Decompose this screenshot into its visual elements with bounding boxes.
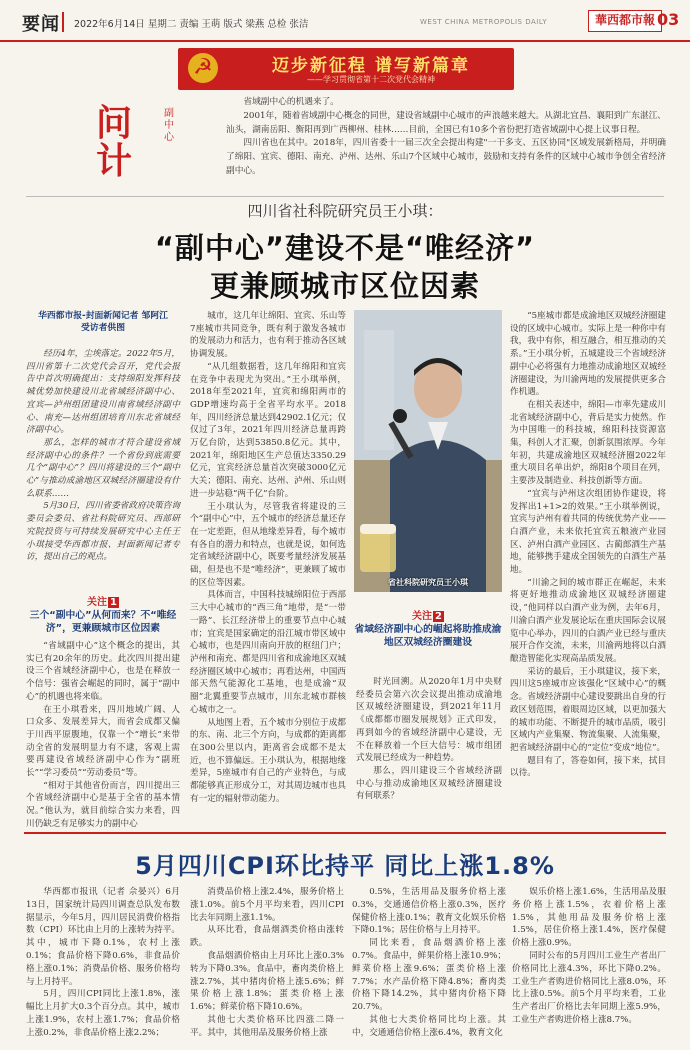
column-4-body [510, 310, 666, 780]
issue-meta: 2022年6月14日 星期二 责编 王萌 版式 梁燕 总检 张洁 [74, 19, 309, 30]
intro-paragraph: 四川省也在其中。2018年，四川省委十一届三次全会提出构建"一干多支、五区协同"区域发展新格局，并明确了绵阳、宜宾、德阳、南充、泸州、达州、乐山7个区域中心城市，鼓励和支持有条件的区域中心城市争创全省经济副中心。 [226, 138, 666, 176]
body-paragraph: “从几组数据看，这几年绵阳和宜宾在竞争中表现尤为突出。”王小琪举例，2018年至2021年，宜宾和绵阳两市的GDP增速均高于全省平均水平。2018年，四川经济总量达到42902.1亿元；仅仅过了3年，2021年四川经济总量再跨万亿台阶，达到53850.8亿元。其中，2021年，绵阳地区生产总值达3350.29亿元，宜宾经济总量首次突破3000亿元大关；德阳、南充、达州、泸州、乐山则进一步站稳“两千亿”台阶。 [190, 361, 346, 499]
body-paragraph: 食品烟酒价格由上月环比上涨0.3%转为下降0.3%。食品中，畜肉类价格上涨2.7%，其中猪肉价格上涨5.6%；鲜果价格上涨1.8%；蛋类价格上涨1.6%；鲜菜价格下降10.6%。 [190, 950, 344, 1013]
body-paragraph: 在王小琪看来，四川地域广阔、人口众多、发展差异大，而省会成都又偏于川西平原腹地，仅靠一个“增长”来带动全省的发展明显力有不逮，客观上需要再建设省域经济副中心作为“副班长”“学习委员”“劳动委员”等。 [26, 704, 180, 779]
body-paragraph: 从地图上看，五个城市分别位于成都的东、南、北三个方向，与成都的距离都在300公里以内，距离省会成都不是太近，也不算偏远。王小琪认为，根据地缘差异，5座城市有自己的产业特色，与成都能够真正形成分工，对其周边城市也具有一定的辐射带动能力。 [190, 717, 346, 804]
body-paragraph: 华西都市报讯（记者 佘晏兴）6月13日，国家统计局四川调查总队发布数据显示，今年5月，四川居民消费价格指数（CPI）环比由上月的上涨转为持平。其中，城市下降0.1%，农村上涨0.1%；食品价格下降0.6%，非食品价格上涨0.1%；消费品价格、服务价格均与上月持平。 [26, 887, 180, 987]
subhead-2 [354, 604, 502, 649]
portrait-illustration [354, 310, 502, 592]
page-header [0, 0, 690, 42]
newspaper-logo: 華西都市報 [588, 10, 662, 32]
lead-paragraph: 经历4年，尘埃落定。2022年5月，四川省第十二次党代会召开，党代会报告中首次明确提出：支持绵阳发挥科技城优势加快建设川北省域经济副中心、宜宾—泸州组团建设川南省域经济副中心、南充—达州组团培育川东北省域经济副中心。 [26, 349, 180, 436]
body-paragraph: 题目有了，答卷如何，接下来，拭目以待。 [510, 755, 666, 779]
column-tag-sub: 副中心 [164, 108, 174, 143]
lead-paragraph: 5月30日，四川省委省政府决策咨询委员会委员、省社科院研究员、西部研究院投资与可持续发展研究中心主任王小琪接受华西都市报、封面新闻记者专访，提出自己的观点。 [26, 501, 180, 563]
body-paragraph: 从环比看，食品烟酒类价格由涨转跌。 [190, 925, 344, 949]
article-lead [26, 348, 180, 564]
focus-label: 关注 2 [412, 611, 442, 622]
divider [26, 196, 664, 197]
body-paragraph: 0.5%，生活用品及服务价格上涨0.3%，交通通信价格上涨0.3%，医疗保健价格上涨0.1%；教育文化娱乐价格下降0.1%；居住价格与上月持平。 [352, 887, 506, 936]
section-divider [24, 832, 666, 834]
body-paragraph: 同比来看，食品烟酒价格上涨0.7%。食品中，鲜果价格上涨10.9%；鲜菜价格上涨9.6%；蛋类价格上涨7.7%；水产品价格下降4.8%；畜肉类价格下降14.2%，其中猪肉价格下降20.7%。 [352, 938, 506, 1013]
column-3-body [356, 676, 502, 803]
body-paragraph: 城市，这几年让绵阳、宜宾、乐山等7座城市共同竞争，既有利于激发各城市的发展动力和活力，也有利于推动各区域协调发展。 [190, 311, 346, 360]
cpi-column-3 [352, 886, 506, 1040]
body-paragraph: 采访的最后，王小琪建议，接下来，四川这5座城市应该强化“区域中心”的概念。省域经济副中心建设要跳出自身的行政区划范围，着眼周边区域，以更加强大的城市功能、不断提升的城市品质，吸引区域内产业集聚、物流集聚、人流集聚，把省域经济副中心的“定位”变成“地位”。 [510, 666, 666, 753]
body-paragraph: 其他七大类价格环比四涨二降一平。其中，其他用品及服务价格上涨 [190, 1014, 344, 1038]
section-label: 要闻 [22, 14, 60, 35]
intro-paragraph: 2001年，随着省域副中心概念的同世，建设省域副中心城市的声浪越来越大。从湖北宜昌、襄阳到广东湛江、汕头，湖南岳阳、衡阳再到广西柳州、桂林……目前，全国已有10多个省份把打造省域副中心提上议事日程。 [226, 110, 666, 135]
body-paragraph: 同时公布的5月四川工业生产者出厂价格同比上涨4.3%，环比下降0.2%。工业生产者购进价格同比上涨8.0%，环比上涨0.5%。前5个月平均来看，工业生产者出厂价格比去年同期上涨5.9%，工业生产者购进价格上涨8.7%。 [512, 950, 666, 1025]
brand-english: WEST CHINA METROPOLIS DAILY [420, 18, 548, 26]
header-divider [62, 12, 64, 32]
body-paragraph: 时光回溯。从2020年1月中央财经委员会第六次会议提出推动成渝地区双城经济圈建设，到2021年11月《成都都市圈发展规划》正式印发，再到如今的省域经济副中心建设，无不在释放着一个巨大信号：城市组团式发展已经成为一种趋势。 [356, 677, 502, 764]
party-emblem-icon: ☭ [188, 53, 218, 83]
page-number: 03 [657, 10, 680, 29]
column-tag: 问计 [96, 102, 133, 182]
banner-subtitle: ——学习贯彻省第十二次党代会精神 [307, 75, 435, 84]
body-paragraph: 消费品价格上涨2.4%，服务价格上涨1.0%。前5个月平均来看，四川CPI比去年同期上涨1.1%。 [190, 887, 344, 923]
body-paragraph: 在相关表述中，绵阳—市率先建成川北省域经济副中心，背后是实力使然。作为中国唯一的科技城，绵阳科技资源富集，科创人才汇聚，创新氛围浓厚。今年年初，共建成渝地区双城经济圈2022年重大项目名单出炉，绵阳8个项目在列，主要涉及制造业、科技创新等方面。 [510, 399, 666, 487]
body-paragraph: “省域副中心”这个概念的提出，其实已有20余年的历史。此次四川提出建设三个省域经济副中心，也是在释放一个信号：强省会崛起的同时，属于“副中心”的机遇也将来临。 [26, 641, 180, 702]
article-kicker: 四川省社科院研究员王小琪： [247, 202, 443, 220]
lead-paragraph: 那么，怎样的城市才符合建设省域经济副中心的条件？一个省份到底需要几个“副中心”？四川将建设的三个“副中心”与推动成渝地区双城经济圈建设有什么联系…… [26, 437, 180, 499]
subhead-1 [24, 590, 182, 635]
cpi-column-1 [26, 886, 180, 1040]
subhead-title: 省域经济副中心的崛起将助推成渝地区双城经济圈建设 [354, 624, 502, 648]
byline: 华西都市报-封面新闻记者 邹阿江 受访者供图 [38, 311, 168, 333]
intro-paragraph: 省域副中心的机遇来了。 [243, 97, 339, 107]
intro-text [226, 96, 666, 179]
body-paragraph: “宜宾与泸州这次组团协作建设，将发挥出1+1>2的效果。”王小琪举例说，宜宾与泸州有着共同的传统优势产业——白酒产业，未来依托宜宾五粮液产业园区、泸州白酒产业园区、古蔺郎酒生产基地，能够携手建成全国领先的白酒生产基地。 [510, 488, 666, 576]
body-paragraph: 那么，四川建设三个省域经济副中心与推动成渝地区双城经济圈建设有何联系？ [356, 765, 502, 802]
theme-banner [178, 48, 514, 90]
body-paragraph: 娱乐价格上涨1.6%，生活用品及服务价格上涨1.5%，衣着价格上涨1.5%，其他用品及服务价格上涨1.5%，居住价格上涨1.4%，医疗保健价格上涨0.9%。 [512, 887, 666, 949]
banner-title: 迈步新征程 谱写新篇章 [272, 56, 470, 76]
body-paragraph: “相对于其他省份而言，四川提出三个省域经济副中心是基于全省的基本情况。”他认为，就目前综合实力来看，四川仍缺乏有足够实力的副中心 [26, 780, 180, 829]
cpi-column-2 [190, 886, 344, 1040]
body-paragraph: 王小琪认为，尽管我省将建设的三个“副中心”中，五个城市的经济总量还存在一定差距，但从地缘差异看，每个城市有各自的潜力和特点，也就是说，如何选定省域经济副中心，既要考量经济发展基础，但是也不是“唯经济”，更兼顾了城市的区位等因素。 [190, 501, 346, 588]
article-headline-line2: 更兼顾城市区位因素 [209, 269, 480, 303]
body-paragraph: “川渝之间的城市群正在崛起，未来将更好地推动成渝地区双城经济圈建设，”他同样以白酒产业为例，去年6月，川渝白酒产业发展论坛在重庆国际会议展览中心举办，四川的白酒产业已经与重庆展开合作交流，未来，川渝两地将以白酒酿造智能化实现高品质发展。 [510, 577, 666, 664]
column-1-body [26, 640, 180, 831]
body-paragraph: 具体而言，中国科技城绵阳位于西部三大中心城市的“西三角”地带，是“一带一路”、长江经济带上的重要节点中心城市；宜宾是国家确定的沿江城市带区域中心城市，也是四川南向开放的枢纽门户；泸州和南充、都是四川省和成渝地区双城经济圈区域中心城市；再看达州，中国西部天然气能源化工基地，也是成渝“双圈”北翼重要节点城市，川东北城市群核心城市之一。 [190, 590, 346, 715]
body-paragraph: “5座城市都是成渝地区双城经济圈建设的区域中心城市。实际上是一种你中有我，我中有你，相互融合，相互推动的关系。”王小琪分析，五城建设三个省域经济副中心必将强有力地推动成渝地区双城经济圈建设，为川渝两地的发展提供更多合作机遇。 [510, 311, 666, 398]
cpi-column-4 [512, 886, 666, 1027]
body-paragraph: 其他七大类价格同比均上涨。其中，交通通信价格上涨6.4%，教育文化 [352, 1014, 506, 1038]
body-paragraph: 5月，四川CPI同比上涨1.8%，涨幅比上月扩大0.3个百分点。其中，城市上涨1.9%，农村上涨1.7%；食品价格上涨0.2%，非食品价格上涨2.2%； [26, 989, 180, 1038]
subhead-title: 三个“副中心”从何而来？不“唯经济”，更兼顾城市区位因素 [29, 610, 177, 634]
interviewee-photo [354, 310, 502, 592]
focus-label: 关注 1 [87, 597, 117, 608]
article-headline: “副中心”建设不是“唯经济” [154, 231, 536, 265]
column-2-body [190, 310, 346, 805]
photo-caption: 省社科院研究员王小琪 [388, 578, 468, 587]
cpi-headline: 5月四川CPI环比持平 同比上涨1.8% [135, 852, 555, 880]
